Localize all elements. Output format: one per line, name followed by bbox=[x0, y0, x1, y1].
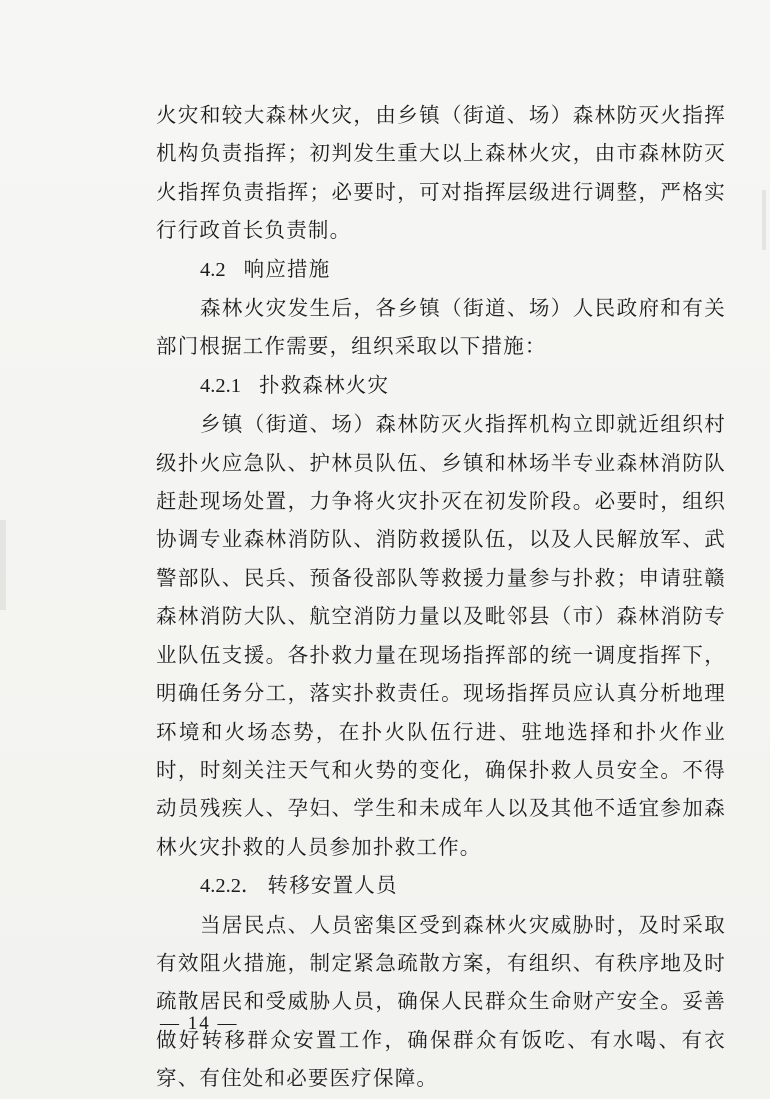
paragraph-4-2-2: 当居民点、人员密集区受到森林火灾威胁时，及时采取有效阻火措施，制定紧急疏散方案，有组织、有秩序地及时疏散居民和受威胁人员，确保人民群众生命财产安全。妥善做好转移群众安置工作，确保群众有饭吃、有水喝、有衣穿、有住处和必要医疗保障。 bbox=[156, 912, 726, 1091]
section-number: 4.2.1 bbox=[200, 374, 241, 397]
section-heading-4-2 bbox=[156, 250, 726, 289]
page-number: — 14 — bbox=[160, 1013, 239, 1034]
section-heading-4-2-1 bbox=[156, 366, 726, 405]
scan-edge-mark bbox=[762, 190, 766, 250]
scan-edge-mark bbox=[0, 520, 6, 610]
paragraph-4-2-1: 乡镇（街道、场）森林防灭火指挥机构立即就近组织村级扑火应急队、护林员队伍、乡镇和林场半专业森林消防队赶赴现场处置，力争将火灾扑灭在初发阶段。必要时，组织协调专业森林消防队、消防救援队伍，以及人民解放军、武警部队、民兵、预备役部队等救援力量参与扑救；申请驻赣森林消防大队、航空消防力量以及毗邻县（市）森林消防专业队伍支援。各扑救力量在现场指挥部的统一调度指挥下，明确任务分工，落实扑救责任。现场指挥员应认真分析地理环境和火场态势，在扑火队伍行进、驻地选择和扑火作业时，时刻关注天气和火势的变化，确保扑救人员安全。不得动员残疾人、孕妇、学生和未成年人以及其他不适宜参加森林火灾扑救的人员参加扑救工作。 bbox=[156, 412, 726, 859]
document-body bbox=[156, 96, 726, 1098]
section-number: 4.2.2． bbox=[200, 875, 262, 898]
paragraph-4-2-intro: 森林火灾发生后，各乡镇（街道、场）人民政府和有关部门根据工作需要，组织采取以下措施： bbox=[156, 296, 726, 359]
section-heading-4-2-2 bbox=[156, 866, 726, 905]
section-number: 4.2 bbox=[200, 258, 226, 281]
paragraph-continued: 火灾和较大森林火灾，由乡镇（街道、场）森林防灭火指挥机构负责指挥；初判发生重大以上森林火灾，由市森林防灭火指挥负责指挥；必要时，可对指挥层级进行调整，严格实行行政首长负责制。 bbox=[156, 103, 726, 243]
section-title: 响应措施 bbox=[243, 256, 331, 281]
section-title: 转移安置人员 bbox=[267, 873, 398, 898]
section-title: 扑救森林火灾 bbox=[259, 372, 390, 397]
